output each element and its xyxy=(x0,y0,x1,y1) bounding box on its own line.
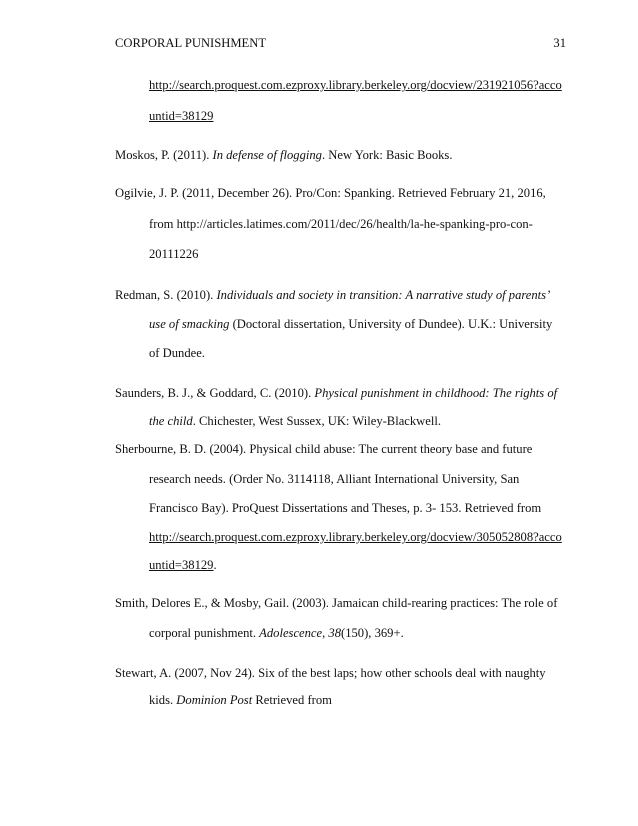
reference-issue-pages: (150), 369+. xyxy=(341,626,404,640)
reference-title: kids. xyxy=(149,693,177,707)
reference-title: corporal punishment. xyxy=(149,626,260,640)
running-head: CORPORAL PUNISHMENT xyxy=(115,36,267,50)
reference-redman-line: of Dundee. xyxy=(149,346,205,360)
reference-stewart-line xyxy=(149,692,332,708)
reference-detail: (Doctoral dissertation, University of Dundee). U.K.: University xyxy=(229,317,553,331)
reference-url-link[interactable]: untid=38129 xyxy=(149,109,214,123)
page-number: 31 xyxy=(553,36,566,50)
reference-journal: Adolescence xyxy=(259,626,323,640)
reference-smith-line xyxy=(149,625,404,641)
reference-punctuation: . xyxy=(213,558,217,572)
reference-title: Individuals and society in transition: A narrative study of parents’ xyxy=(216,288,551,302)
reference-url-link[interactable]: http://search.proquest.com.ezproxy.library.berkeley.org/docview/305052808?acco xyxy=(149,530,562,544)
reference-ogilvie-line: Ogilvie, J. P. (2011, December 26). Pro/Con: Spanking. Retrieved February 21, 2016, xyxy=(115,186,546,200)
reference-punctuation: , xyxy=(322,626,329,640)
reference-title: Physical punishment in childhood: The rights of xyxy=(314,386,558,400)
reference-sherbourne-line: Sherbourne, B. D. (2004). Physical child abuse: The current theory base and future xyxy=(115,442,533,456)
reference-stewart-line: Stewart, A. (2007, Nov 24). Six of the best laps; how other schools deal with naughty xyxy=(115,666,546,680)
reference-smith-line: Smith, Delores E., & Mosby, Gail. (2003). Jamaican child-rearing practices: The role of xyxy=(115,596,558,610)
reference-title: In defense of flogging xyxy=(212,148,322,162)
reference-title: use of smacking xyxy=(149,317,230,331)
reference-publisher: . New York: Basic Books. xyxy=(321,148,453,162)
reference-sherbourne-line: Francisco Bay). ProQuest Dissertations and Theses, p. 3- 153. Retrieved from xyxy=(149,501,542,515)
reference-ogilvie-line: from http://articles.latimes.com/2011/dec/26/health/la-he-spanking-pro-con- xyxy=(149,217,533,231)
page-header xyxy=(115,36,566,56)
reference-sherbourne-line xyxy=(149,557,217,573)
reference-redman-line xyxy=(149,316,552,332)
reference-saunders-line xyxy=(149,413,441,429)
reference-author: Redman, S. (2010). xyxy=(115,288,217,302)
reference-redman-line xyxy=(115,287,550,303)
reference-title: the child xyxy=(149,414,193,428)
reference-publisher: . Chichester, West Sussex, UK: Wiley-Blackwell. xyxy=(192,414,442,428)
reference-saunders-line xyxy=(115,385,557,401)
reference-source: Dominion Post xyxy=(176,693,253,707)
reference-moskos xyxy=(115,147,452,163)
reference-retrieved: Retrieved from xyxy=(252,693,332,707)
reference-url-link[interactable]: untid=38129 xyxy=(149,558,214,572)
reference-sherbourne-line: research needs. (Order No. 3114118, Alliant International University, San xyxy=(149,472,520,486)
reference-ogilvie-line: 20111226 xyxy=(149,247,199,261)
reference-url-link[interactable]: http://search.proquest.com.ezproxy.library.berkeley.org/docview/231921056?acco xyxy=(149,78,562,92)
reference-author: Saunders, B. J., & Goddard, C. (2010). xyxy=(115,386,315,400)
reference-author: Moskos, P. (2011). xyxy=(115,148,213,162)
reference-volume: 38 xyxy=(328,626,341,640)
